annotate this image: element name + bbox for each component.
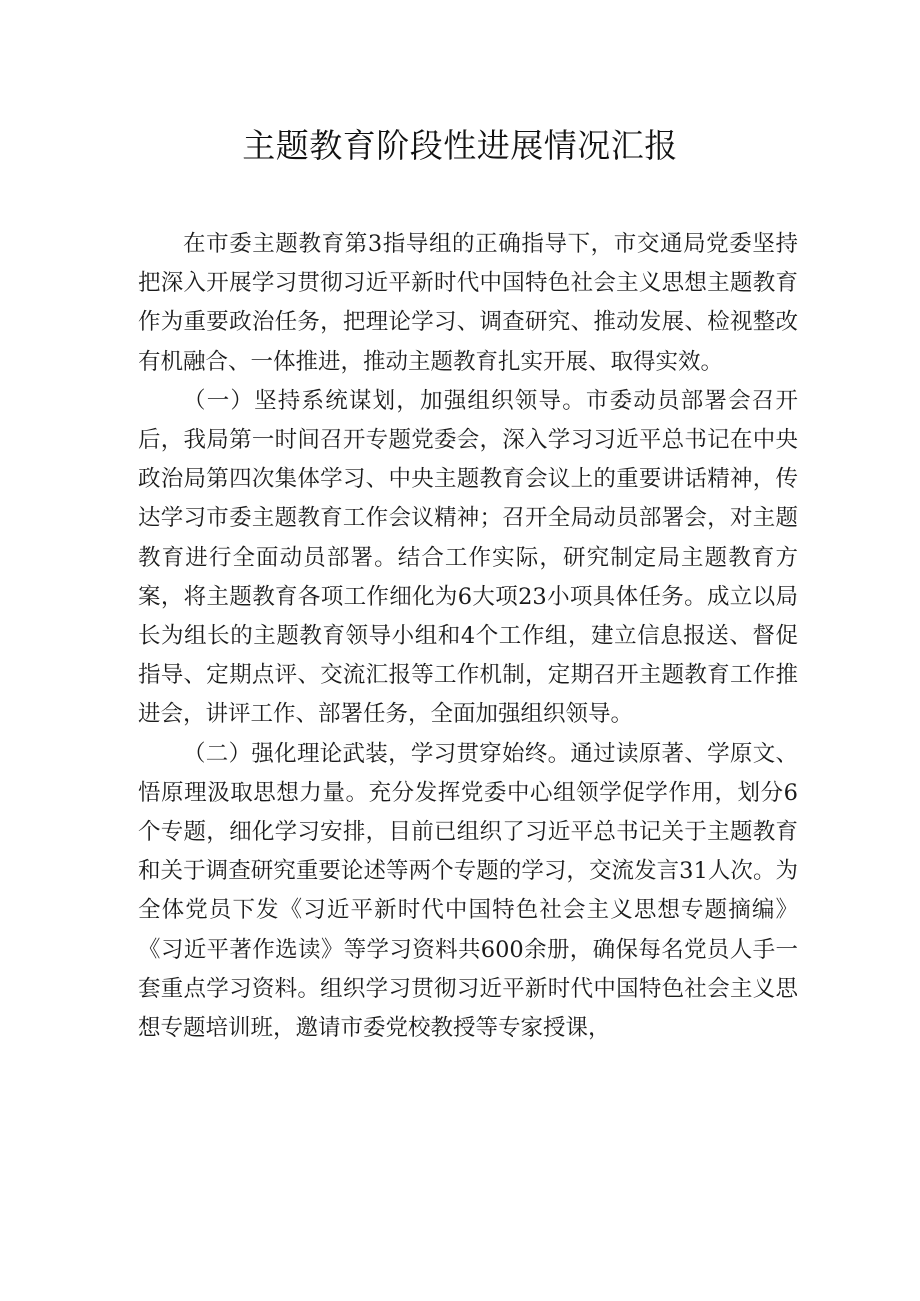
document-body [138,225,798,1048]
paragraph-intro: 在市委主题教育第3指导组的正确指导下，市交通局党委坚持把深入开展学习贯彻习近平新时代中国特色社会主义思想主题教育作为重要政治任务，把理论学习、调查研究、推动发展、检视整改有机融合、一体推进，推动主题教育扎实开展、取得实效。 [138,231,798,375]
paragraph-section-1: （一）坚持系统谋划，加强组织领导。市委动员部署会召开后，我局第一时间召开专题党委会，深入学习习近平总书记在中央政治局第四次集体学习、中央主题教育会议上的重要讲话精神，传达学习市委主题教育工作会议精神；召开全局动员部署会，对主题教育进行全面动员部署。结合工作实际，研究制定局主题教育方案，将主题教育各项工作细化为6大项23小项具体任务。成立以局长为组长的主题教育领导小组和4个工作组，建立信息报送、督促指导、定期点评、交流汇报等工作机制，定期召开主题教育工作推进会，讲评工作、部署任务，全面加强组织领导。 [138,387,798,728]
paragraph-section-2: （二）强化理论武装，学习贯穿始终。通过读原著、学原文、悟原理汲取思想力量。充分发挥党委中心组领学促学作用，划分6个专题，细化学习安排，目前已组织了习近平总书记关于主题教育和关于调查研究重要论述等两个专题的学习，交流发言31人次。为全体党员下发《习近平新时代中国特色社会主义思想专题摘编》《习近平著作选读》等学习资料共600余册，确保每名党员人手一套重点学习资料。组织学习贯彻习近平新时代中国特色社会主义思想专题培训班，邀请市委党校教授等专家授课， [138,740,798,1042]
document-title: 主题教育阶段性进展情况汇报 [242,126,678,165]
